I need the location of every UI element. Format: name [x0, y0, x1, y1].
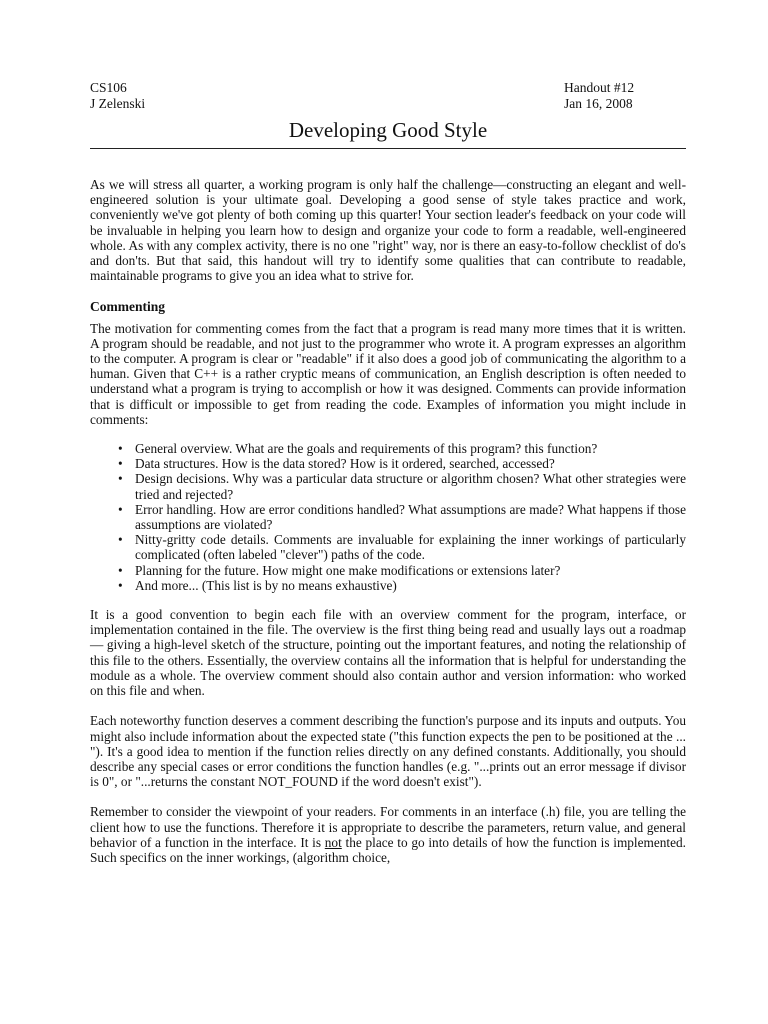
course-code: CS106	[90, 80, 127, 95]
list-item-text: Error handling. How are error conditions handled? What assumptions are made? What happens if those assumptions are violated?	[135, 501, 686, 533]
paragraph-4-text-b: the place to go into details of how the function is implemented. Such specifics on the inner workings, (algorithm choice,	[90, 834, 686, 865]
bullet-icon: •	[118, 562, 123, 578]
list-item	[118, 563, 686, 578]
list-item-text: Planning for the future. How might one make modifications or extensions later?	[135, 562, 561, 578]
handout-header	[90, 80, 686, 112]
author-name: J Zelenski	[90, 96, 146, 111]
bullet-icon: •	[118, 501, 123, 517]
header-left	[90, 80, 145, 112]
section-heading-commenting: Commenting	[90, 299, 165, 315]
handout-number: Handout #12	[564, 80, 635, 95]
list-item	[118, 441, 686, 456]
list-item-text: And more... (This list is by no means exhaustive)	[135, 577, 397, 593]
bullet-icon: •	[118, 441, 123, 457]
intro-paragraph: As we will stress all quarter, a working program is only half the challenge—constructing an elegant and well-engineered solution is your ultimate goal. Developing a good sense of style takes practice and work, conveniently we've got plenty of both coming up this quarter! Your section leader's feedback on your code will be invaluable in helping you learn how to design and organize your code to form a readable, well-engineered whole. As with any complex activity, there is no one "right" way, nor is there an easy-to-follow checklist of do's and don'ts. But that said, this handout will try to identify some qualities that can contribute to readable, maintainable programs to give you an idea what to strive for.	[90, 177, 686, 284]
commenting-paragraph-2: It is a good convention to begin each file with an overview comment for the program, interface, or implementation contained in the file. The overview is the first thing being read and usually lays out a roadmap— giving a high-level sketch of the structure, pointing out the important features, and noting the relationship of this file to the others. Essentially, the overview contains all the information that is helpful for understanding the module as a whole. The overview comment should also contain author and version information: who worked on this file and when.	[90, 607, 686, 699]
header-right	[564, 80, 634, 112]
title-divider	[90, 148, 686, 149]
comment-info-list	[90, 441, 686, 593]
list-item	[118, 532, 686, 562]
commenting-paragraph-1: The motivation for commenting comes from the fact that a program is read many more times that it is written. A program should be readable, and not just to the programmer who wrote it. A program expresses an algorithm to the computer. A program is clear or "readable" if it also does a good job of communicating the algorithm to a human. Given that C++ is a rather cryptic means of communication, an English description is often needed to understand what a program is trying to accomplish or how it was designed. Comments can provide information that is difficult or impossible to get from reading the code. Examples of information you might include in comments:	[90, 320, 686, 427]
list-item-text: Nitty-gritty code details. Comments are invaluable for explaining the inner workings of particularly complicated (often labeled "clever") paths of the code.	[135, 532, 686, 563]
bullet-icon: •	[118, 577, 123, 593]
handout-date: Jan 16, 2008	[564, 96, 633, 111]
list-item-text: Data structures. How is the data stored? How is it ordered, searched, accessed?	[135, 456, 555, 472]
list-item	[118, 578, 686, 593]
handout-page	[90, 80, 686, 865]
list-item-text: General overview. What are the goals and requirements of this program? this function?	[135, 441, 598, 457]
commenting-paragraph-4	[90, 804, 686, 865]
paragraph-4-text-a: Remember to consider the viewpoint of your readers. For comments in an interface (.h) file, you are telling the client how to use the functions. Therefore it is appropriate to describe the parameters, return value, and general behavior of a function in the interface. It is	[90, 804, 686, 850]
list-item	[118, 471, 686, 501]
list-item	[118, 456, 686, 471]
list-item	[118, 502, 686, 532]
bullet-icon: •	[118, 532, 123, 548]
page-title: Developing Good Style	[288, 118, 488, 142]
list-item-text: Design decisions. Why was a particular data structure or algorithm chosen? What other strategies were tried and rejected?	[135, 471, 686, 502]
emphasis-not: not	[324, 834, 342, 850]
bullet-icon: •	[118, 456, 123, 472]
commenting-paragraph-3: Each noteworthy function deserves a comment describing the function's purpose and its inputs and outputs. You might also include information about the expected state ("this function expects the pen to be positioned at the ... "). It's a good idea to mention if the function relies directly on any defined constants. Additionally, you should describe any special cases or error conditions the function handles (e.g. "...prints out an error message if divisor is 0", or "...returns the constant NOT_FOUND if the word doesn't exist").	[90, 713, 686, 790]
bullet-icon: •	[118, 471, 123, 487]
